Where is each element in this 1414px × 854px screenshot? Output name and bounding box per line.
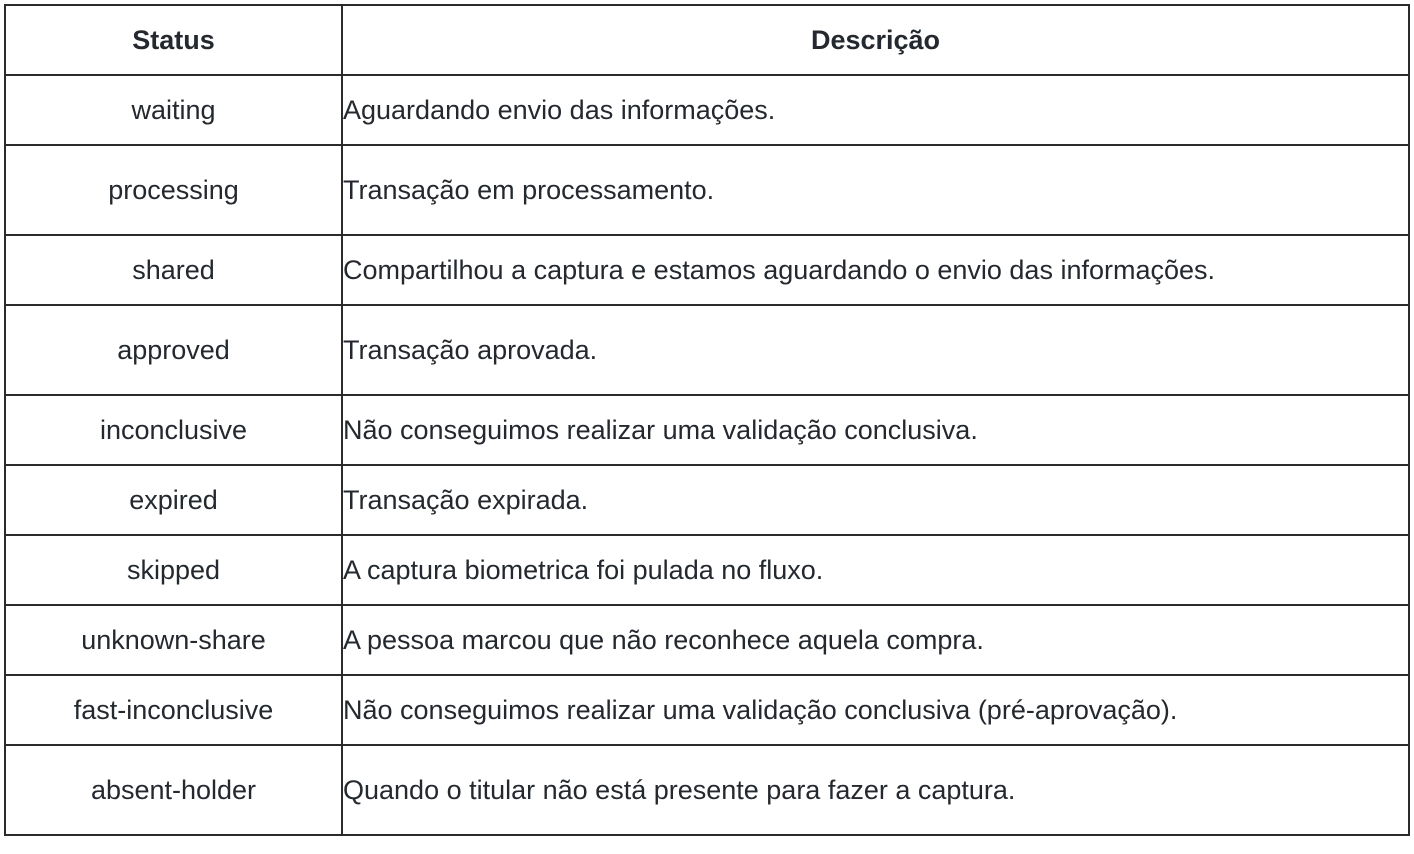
table-row	[5, 145, 1409, 235]
table-row	[5, 75, 1409, 145]
description-cell: Compartilhou a captura e estamos aguardando o envio das informações.	[342, 235, 1409, 305]
description-cell: A captura biometrica foi pulada no fluxo.	[342, 535, 1409, 605]
status-cell: expired	[5, 465, 342, 535]
table-body	[5, 75, 1409, 835]
status-cell: skipped	[5, 535, 342, 605]
table-row	[5, 465, 1409, 535]
table-row	[5, 235, 1409, 305]
header-row	[5, 5, 1409, 75]
description-cell: Transação aprovada.	[342, 305, 1409, 395]
status-cell: inconclusive	[5, 395, 342, 465]
description-cell: Não conseguimos realizar uma validação conclusiva (pré-aprovação).	[342, 675, 1409, 745]
header-description: Descrição	[342, 5, 1409, 75]
table-row	[5, 745, 1409, 835]
table-header	[5, 5, 1409, 75]
status-cell: absent-holder	[5, 745, 342, 835]
description-cell: A pessoa marcou que não reconhece aquela compra.	[342, 605, 1409, 675]
status-cell: waiting	[5, 75, 342, 145]
description-cell: Transação em processamento.	[342, 145, 1409, 235]
table-row	[5, 395, 1409, 465]
table-row	[5, 605, 1409, 675]
table-row	[5, 675, 1409, 745]
status-cell: unknown-share	[5, 605, 342, 675]
table-row	[5, 305, 1409, 395]
status-cell: approved	[5, 305, 342, 395]
description-cell: Não conseguimos realizar uma validação conclusiva.	[342, 395, 1409, 465]
header-status: Status	[5, 5, 342, 75]
description-cell: Quando o titular não está presente para fazer a captura.	[342, 745, 1409, 835]
status-cell: shared	[5, 235, 342, 305]
table-row	[5, 535, 1409, 605]
status-cell: processing	[5, 145, 342, 235]
description-cell: Transação expirada.	[342, 465, 1409, 535]
status-table	[4, 4, 1410, 836]
description-cell: Aguardando envio das informações.	[342, 75, 1409, 145]
status-cell: fast-inconclusive	[5, 675, 342, 745]
